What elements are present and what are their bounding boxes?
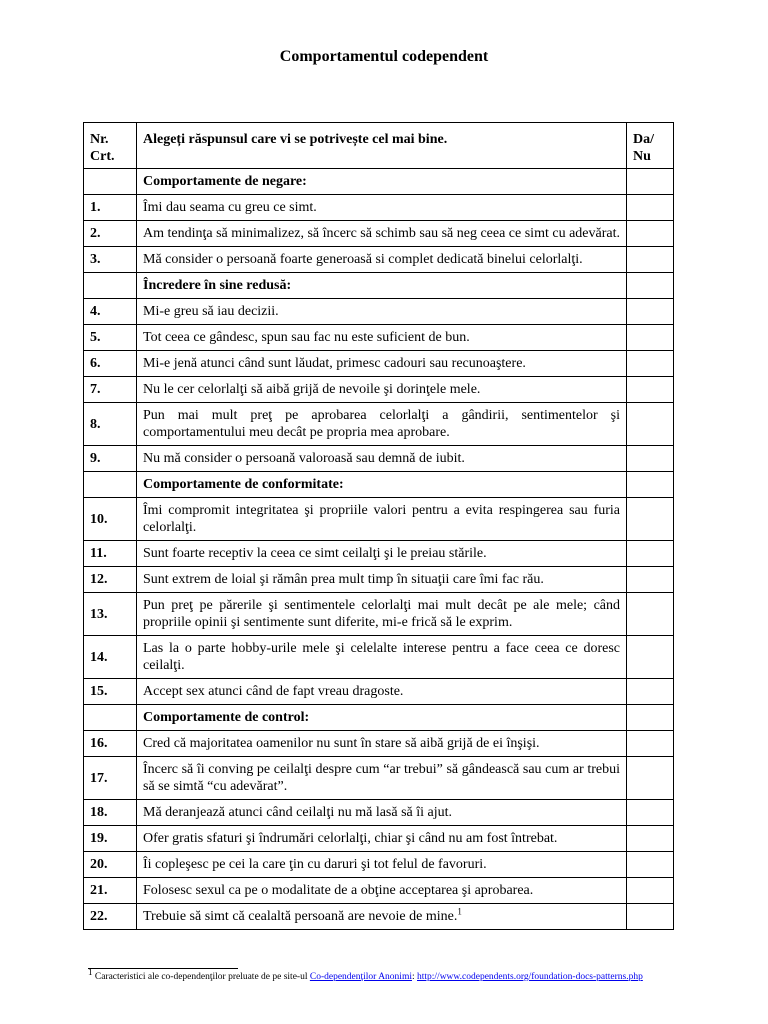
- statement-label: Mi-e jenă atunci când sunt lăudat, primesc cadouri sau recunoaştere.: [143, 356, 526, 371]
- statement-label: Mă deranjează atunci când ceilalţi nu mă lasă să îi ajut.: [143, 805, 453, 820]
- statement-label: Îi copleşesc pe cei la care ţin cu daruri şi tot felul de favoruri.: [143, 857, 487, 872]
- answer-cell[interactable]: [627, 731, 674, 757]
- statement-label: Nu le cer celorlalţi să aibă grijă de nevoile şi dorinţele mele.: [143, 382, 481, 397]
- row-number: 22.: [84, 904, 137, 930]
- statement-label: Încredere în sine redusă:: [143, 278, 292, 293]
- statement-text: [137, 826, 627, 852]
- answer-cell[interactable]: [627, 351, 674, 377]
- row-number: 8.: [84, 403, 137, 446]
- table-row: [84, 679, 674, 705]
- answer-cell[interactable]: [627, 800, 674, 826]
- statement-label: Sunt extrem de loial şi rămân prea mult timp în situaţii care îmi fac rău.: [143, 572, 544, 587]
- statement-label: Trebuie să simt că cealaltă persoană are nevoie de mine.: [143, 909, 458, 924]
- section-row: [84, 472, 674, 498]
- section-heading: [137, 169, 627, 195]
- footnote-divider: [88, 968, 238, 969]
- statement-text: [137, 498, 627, 541]
- answer-cell[interactable]: [627, 498, 674, 541]
- answer-cell[interactable]: [627, 247, 674, 273]
- table-row: [84, 904, 674, 930]
- statement-label: Ofer gratis sfaturi şi îndrumări celorlalţi, chiar şi când nu am fost întrebat.: [143, 831, 558, 846]
- statement-text: [137, 904, 627, 930]
- statement-label: Las la o parte hobby-urile mele şi celelalte interese pentru a face ceea ce doresc ceilalţi.: [143, 641, 620, 673]
- answer-cell[interactable]: [627, 878, 674, 904]
- table-row: [84, 567, 674, 593]
- row-number: 20.: [84, 852, 137, 878]
- row-number: 15.: [84, 679, 137, 705]
- statement-text: [137, 351, 627, 377]
- table-row: [84, 826, 674, 852]
- row-number: [84, 273, 137, 299]
- statement-text: [137, 446, 627, 472]
- table-row: [84, 878, 674, 904]
- answer-cell: [627, 472, 674, 498]
- section-heading: [137, 273, 627, 299]
- statement-label: Pun mai mult preţ pe aprobarea celorlalţi a gândirii, sentimentelor şi comportamentului meu decât pe propria mea aprobare.: [143, 408, 620, 440]
- row-number: [84, 472, 137, 498]
- statement-text: [137, 757, 627, 800]
- row-number: 14.: [84, 636, 137, 679]
- questionnaire-body: [84, 123, 674, 930]
- row-number: 6.: [84, 351, 137, 377]
- table-row: [84, 221, 674, 247]
- statement-text: [137, 221, 627, 247]
- statement-label: Comportamente de control:: [143, 710, 310, 725]
- row-number: [84, 705, 137, 731]
- answer-cell[interactable]: [627, 377, 674, 403]
- footnote-site-link[interactable]: Co-dependenţilor Anonimi: [309, 972, 412, 983]
- statement-text: [137, 377, 627, 403]
- statement-text: [137, 247, 627, 273]
- answer-cell[interactable]: [627, 679, 674, 705]
- answer-cell[interactable]: [627, 541, 674, 567]
- table-row: [84, 446, 674, 472]
- table-row: [84, 541, 674, 567]
- answer-cell[interactable]: [627, 593, 674, 636]
- table-row: [84, 351, 674, 377]
- table-row: [84, 636, 674, 679]
- footnote-text: Caracteristici ale co-dependenţilor preluate de pe site-ul: [94, 972, 308, 983]
- statement-text: [137, 731, 627, 757]
- answer-cell[interactable]: [627, 403, 674, 446]
- row-number: [84, 169, 137, 195]
- row-number: 5.: [84, 325, 137, 351]
- row-number: 4.: [84, 299, 137, 325]
- row-number: 17.: [84, 757, 137, 800]
- statement-label: Mă consider o persoană foarte generoasă si complet dedicată binelui celorlalţi.: [143, 252, 583, 267]
- table-row: [84, 247, 674, 273]
- section-row: [84, 169, 674, 195]
- statement-text: [137, 852, 627, 878]
- row-number: 21.: [84, 878, 137, 904]
- statement-label: Comportamente de negare:: [143, 174, 307, 189]
- table-row: [84, 593, 674, 636]
- answer-cell: [627, 169, 674, 195]
- section-row: [84, 705, 674, 731]
- footnote-url-link[interactable]: http://www.codependents.org/foundation-docs-patterns.php: [417, 972, 643, 983]
- statement-label: Tot ceea ce gândesc, spun sau fac nu este suficient de bun.: [143, 330, 470, 345]
- footnote-separator: :: [411, 972, 415, 983]
- answer-cell[interactable]: [627, 325, 674, 351]
- section-row: [84, 273, 674, 299]
- table-row: [84, 800, 674, 826]
- statement-label: Încerc să îi conving pe ceilalţi despre cum “ar trebui” să gândească sau cum ar trebui să se simtă “cu adevărat”.: [143, 762, 620, 794]
- header-da-nu: Da/ Nu: [627, 123, 674, 169]
- header-question: Alegeți răspunsul care vi se potrivește cel mai bine.: [137, 123, 627, 169]
- row-number: 19.: [84, 826, 137, 852]
- row-number: 11.: [84, 541, 137, 567]
- statement-text: [137, 195, 627, 221]
- statement-text: [137, 541, 627, 567]
- table-row: [84, 195, 674, 221]
- answer-cell[interactable]: [627, 567, 674, 593]
- row-number: 9.: [84, 446, 137, 472]
- table-row: [84, 757, 674, 800]
- statement-text: [137, 878, 627, 904]
- table-row: [84, 731, 674, 757]
- answer-cell[interactable]: [627, 826, 674, 852]
- statement-text: [137, 800, 627, 826]
- row-number: 13.: [84, 593, 137, 636]
- statement-label: Sunt foarte receptiv la ceea ce simt ceilalţi şi le preiau stările.: [143, 546, 487, 561]
- statement-label: Îmi dau seama cu greu ce simt.: [143, 200, 317, 215]
- footnote-reference: 1: [457, 906, 462, 917]
- row-number: 7.: [84, 377, 137, 403]
- table-header-row: [84, 123, 674, 169]
- table-row: [84, 852, 674, 878]
- row-number: 3.: [84, 247, 137, 273]
- answer-cell[interactable]: [627, 221, 674, 247]
- page-title: Comportamentul codependent: [279, 48, 489, 65]
- answer-cell[interactable]: [627, 446, 674, 472]
- answer-cell[interactable]: [627, 636, 674, 679]
- row-number: 12.: [84, 567, 137, 593]
- row-number: 1.: [84, 195, 137, 221]
- questionnaire-table: [83, 122, 674, 930]
- statement-text: [137, 403, 627, 446]
- statement-label: Cred că majoritatea oamenilor nu sunt în stare să aibă grijă de ei înşişi.: [143, 736, 540, 751]
- answer-cell: [627, 705, 674, 731]
- table-row: [84, 299, 674, 325]
- statement-text: [137, 679, 627, 705]
- statement-label: Nu mă consider o persoană valoroasă sau demnă de iubit.: [143, 451, 465, 466]
- statement-label: Folosesc sexul ca pe o modalitate de a obţine acceptarea şi aprobarea.: [143, 883, 534, 898]
- statement-text: [137, 325, 627, 351]
- answer-cell[interactable]: [627, 904, 674, 930]
- statement-label: Îmi compromit integritatea şi propriile valori pentru a evita respingerea sau furia celorlalţi.: [143, 503, 620, 535]
- row-number: 2.: [84, 221, 137, 247]
- table-row: [84, 377, 674, 403]
- table-row: [84, 498, 674, 541]
- statement-text: [137, 593, 627, 636]
- statement-text: [137, 567, 627, 593]
- table-row: [84, 325, 674, 351]
- statement-label: Mi-e greu să iau decizii.: [143, 304, 279, 319]
- statement-label: Accept sex atunci când de fapt vreau dragoste.: [143, 684, 404, 699]
- section-heading: [137, 472, 627, 498]
- row-number: 18.: [84, 800, 137, 826]
- statement-label: Am tendinţa să minimalizez, să încerc să schimb sau să neg ceea ce simt cu adevărat.: [143, 226, 620, 241]
- answer-cell[interactable]: [627, 195, 674, 221]
- header-nr-crt: Nr. Crt.: [84, 123, 137, 169]
- answer-cell: [627, 273, 674, 299]
- row-number: 16.: [84, 731, 137, 757]
- statement-text: [137, 299, 627, 325]
- answer-cell[interactable]: [627, 852, 674, 878]
- footnote: [88, 967, 728, 983]
- statement-label: Comportamente de conformitate:: [143, 477, 344, 492]
- footnote-marker: 1: [88, 967, 93, 977]
- answer-cell[interactable]: [627, 299, 674, 325]
- row-number: 10.: [84, 498, 137, 541]
- statement-text: [137, 636, 627, 679]
- answer-cell[interactable]: [627, 757, 674, 800]
- section-heading: [137, 705, 627, 731]
- statement-label: Pun preţ pe părerile şi sentimentele celorlalţi mai mult decât pe ale mele; când propriile opinii şi sentimente sunt diferite, mi-e frică să le exprim.: [143, 598, 620, 630]
- table-row: [84, 403, 674, 446]
